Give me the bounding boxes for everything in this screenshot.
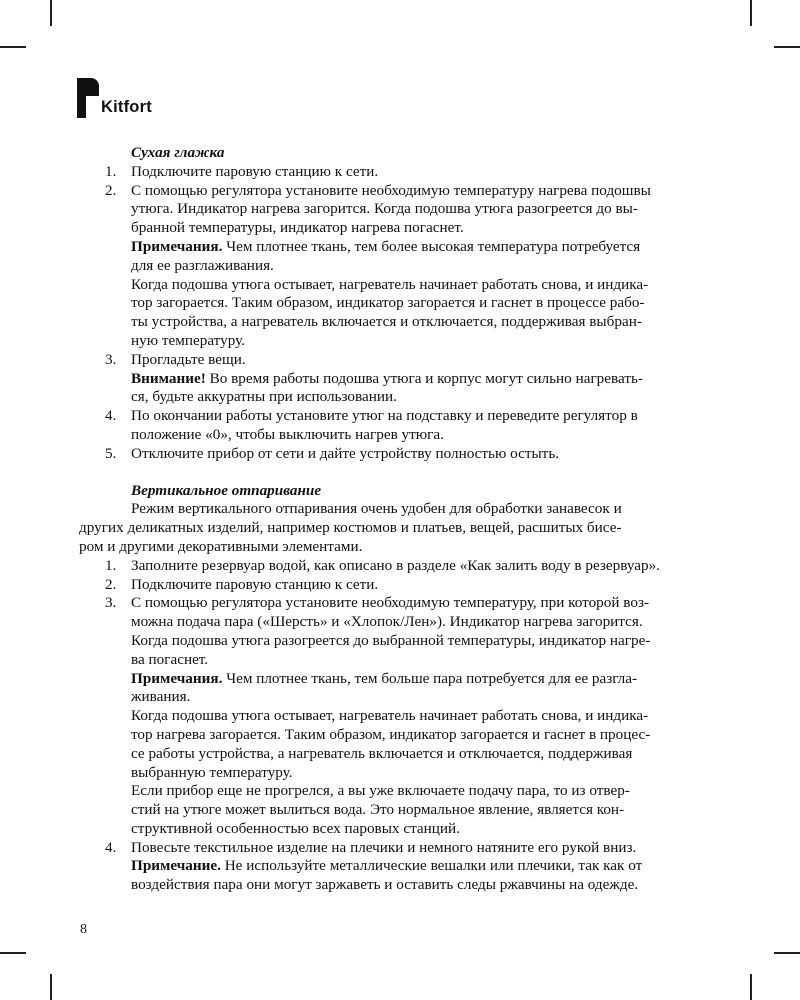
crop-mark	[0, 952, 26, 954]
page-number: 8	[80, 922, 87, 937]
list-item: 3. С помощью регулятора установите необходимую температуру, при которой воз- можна подача пара («Шерсть» и «Хлопок/Лен»). Индикатор нагрева загорится. Когда подошва утюга разогреется до выбранной температуры, индикатор нагре- ва погаснет. Примечания. Чем плотнее ткань, тем больше пара потребуется для ее разгла- живания. Когда подошва утюга остывает, нагреватель начинает работать снова, и индика- тор нагрева загорается. Таким образом, индикатор загорается и гаснет в процес- се работы устройства, а нагреватель включается и отключается, поддерживая выбранную температуру. Если прибор еще не прогрелся, а вы уже включаете подачу пара, то из отвер- стий на утюге может вылиться вода. Это нормальное явление, является кон- структивной особенностью всех паровых станций.	[105, 594, 705, 838]
kitfort-logo-icon	[77, 78, 99, 118]
list-item: 2. Подключите паровую станцию к сети.	[105, 575, 379, 593]
list-item: 1. Заполните резервуар водой, как описано в разделе «Как залить воду в резервуар».	[105, 556, 661, 574]
list-item: 3. Прогладьте вещи. Внимание! Во время работы подошва утюга и корпус могут сильно нагревать- ся, будьте аккуратны при использовании.	[105, 351, 705, 407]
crop-mark	[750, 974, 752, 1000]
crop-mark	[0, 46, 26, 48]
list-item: 4. По окончании работы установите утюг на подставку и переведите регулятор в положение «0», чтобы выключить нагрев утюга.	[105, 407, 638, 443]
note: Примечания. Чем плотнее ткань, тем больше пара потребуется для ее разгла-	[131, 669, 638, 687]
crop-mark	[750, 0, 752, 26]
list-item: 4. Повесьте текстильное изделие на плечики и немного натяните его рукой вниз. Примечание. Не используйте металлические вешалки или плечики, так как от воздействия пара они могут заржаветь и оставить следы ржавчины на одежде.	[105, 839, 705, 895]
list-item: 1. Подключите паровую станцию к сети.	[105, 162, 379, 180]
crop-mark	[50, 0, 52, 26]
crop-mark	[774, 46, 800, 48]
section-vertical-steaming: Вертикальное отпаривание Режим вертикального отпаривания очень удобен для обработки занавесок и других деликатных изделий, например костюмов и платьев, вещей, расшитых бисе- ром и другими декоративными элементами. 1. Заполните резервуар водой, как описано в разделе «Как залить воду в резервуар». 2. Подключите паровую станцию к сети. 3. С помощью регулятора установите необходимую температуру, при которой воз- можна подача пара («Шерсть» и «Хлопок/Лен»). Индикатор нагрева загорится. Когда подошва утюга разогреется до выбранной температуры, индикатор нагре- ва погаснет. Примечания. Чем плотнее ткань, тем больше пара потребуется для ее разгла- живания. Когда подошва утюга остывает, нагреватель начинает работать снова, и индика- тор нагрева загорается. Таким образом, индикатор загорается и гаснет в процес- се работы устройства, а нагреватель включается и отключается, поддерживая выбранную температуру. Если прибор еще не прогрелся, а вы уже включаете подачу пара, то из отвер- стий на утюге может вылиться вода. Это нормальное явление, является кон- структивной особенностью всех паровых станций. 4. Повесьте текстильное изделие на плечики и немного натяните его рукой вниз. Примечание. Не используйте металлические вешалки или плечики, так как от воздействия пара они могут заржаветь и оставить следы ржавчины на одежде.	[79, 482, 705, 896]
brand-name: Kitfort	[101, 98, 152, 116]
warning: Внимание! Во время работы подошва утюга и корпус могут сильно нагревать-	[131, 369, 643, 387]
list-item: 2. С помощью регулятора установите необходимую температуру нагрева подошвы утюга. Индикатор нагрева загорится. Когда подошва утюга разогреется до вы- бранной температуры, индикатор нагрева погаснет. Примечания. Чем плотнее ткань, тем более высокая температура потребуется для ее разглаживания. Когда подошва утюга остывает, нагреватель начинает работать снова, и индика- тор загорается. Таким образом, индикатор загорается и гаснет в процессе рабо- ты устройства, а нагреватель включается и отключается, поддерживая выбран- ную температуру.	[105, 182, 705, 351]
warning-label: Внимание!	[131, 369, 206, 387]
crop-mark	[774, 952, 800, 954]
intro-text: Режим вертикального отпаривания очень удобен для обработки занавесок и	[131, 500, 622, 518]
note: Примечания. Чем плотнее ткань, тем более высокая температура потребуется	[131, 237, 641, 255]
note-label: Примечание.	[131, 857, 221, 875]
list-item: 5. Отключите прибор от сети и дайте устройству полностью остыть.	[105, 444, 560, 462]
section-dry-ironing	[105, 144, 705, 464]
instructions-body	[79, 144, 705, 895]
brand-logo	[77, 78, 187, 122]
section-heading: Вертикальное отпаривание	[131, 481, 322, 499]
note-label: Примечания.	[131, 237, 223, 255]
crop-mark	[50, 974, 52, 1000]
section-heading: Сухая глажка	[131, 144, 225, 161]
note-label: Примечания.	[131, 669, 223, 687]
note: Примечание. Не используйте металлические вешалки или плечики, так как от	[131, 857, 643, 875]
